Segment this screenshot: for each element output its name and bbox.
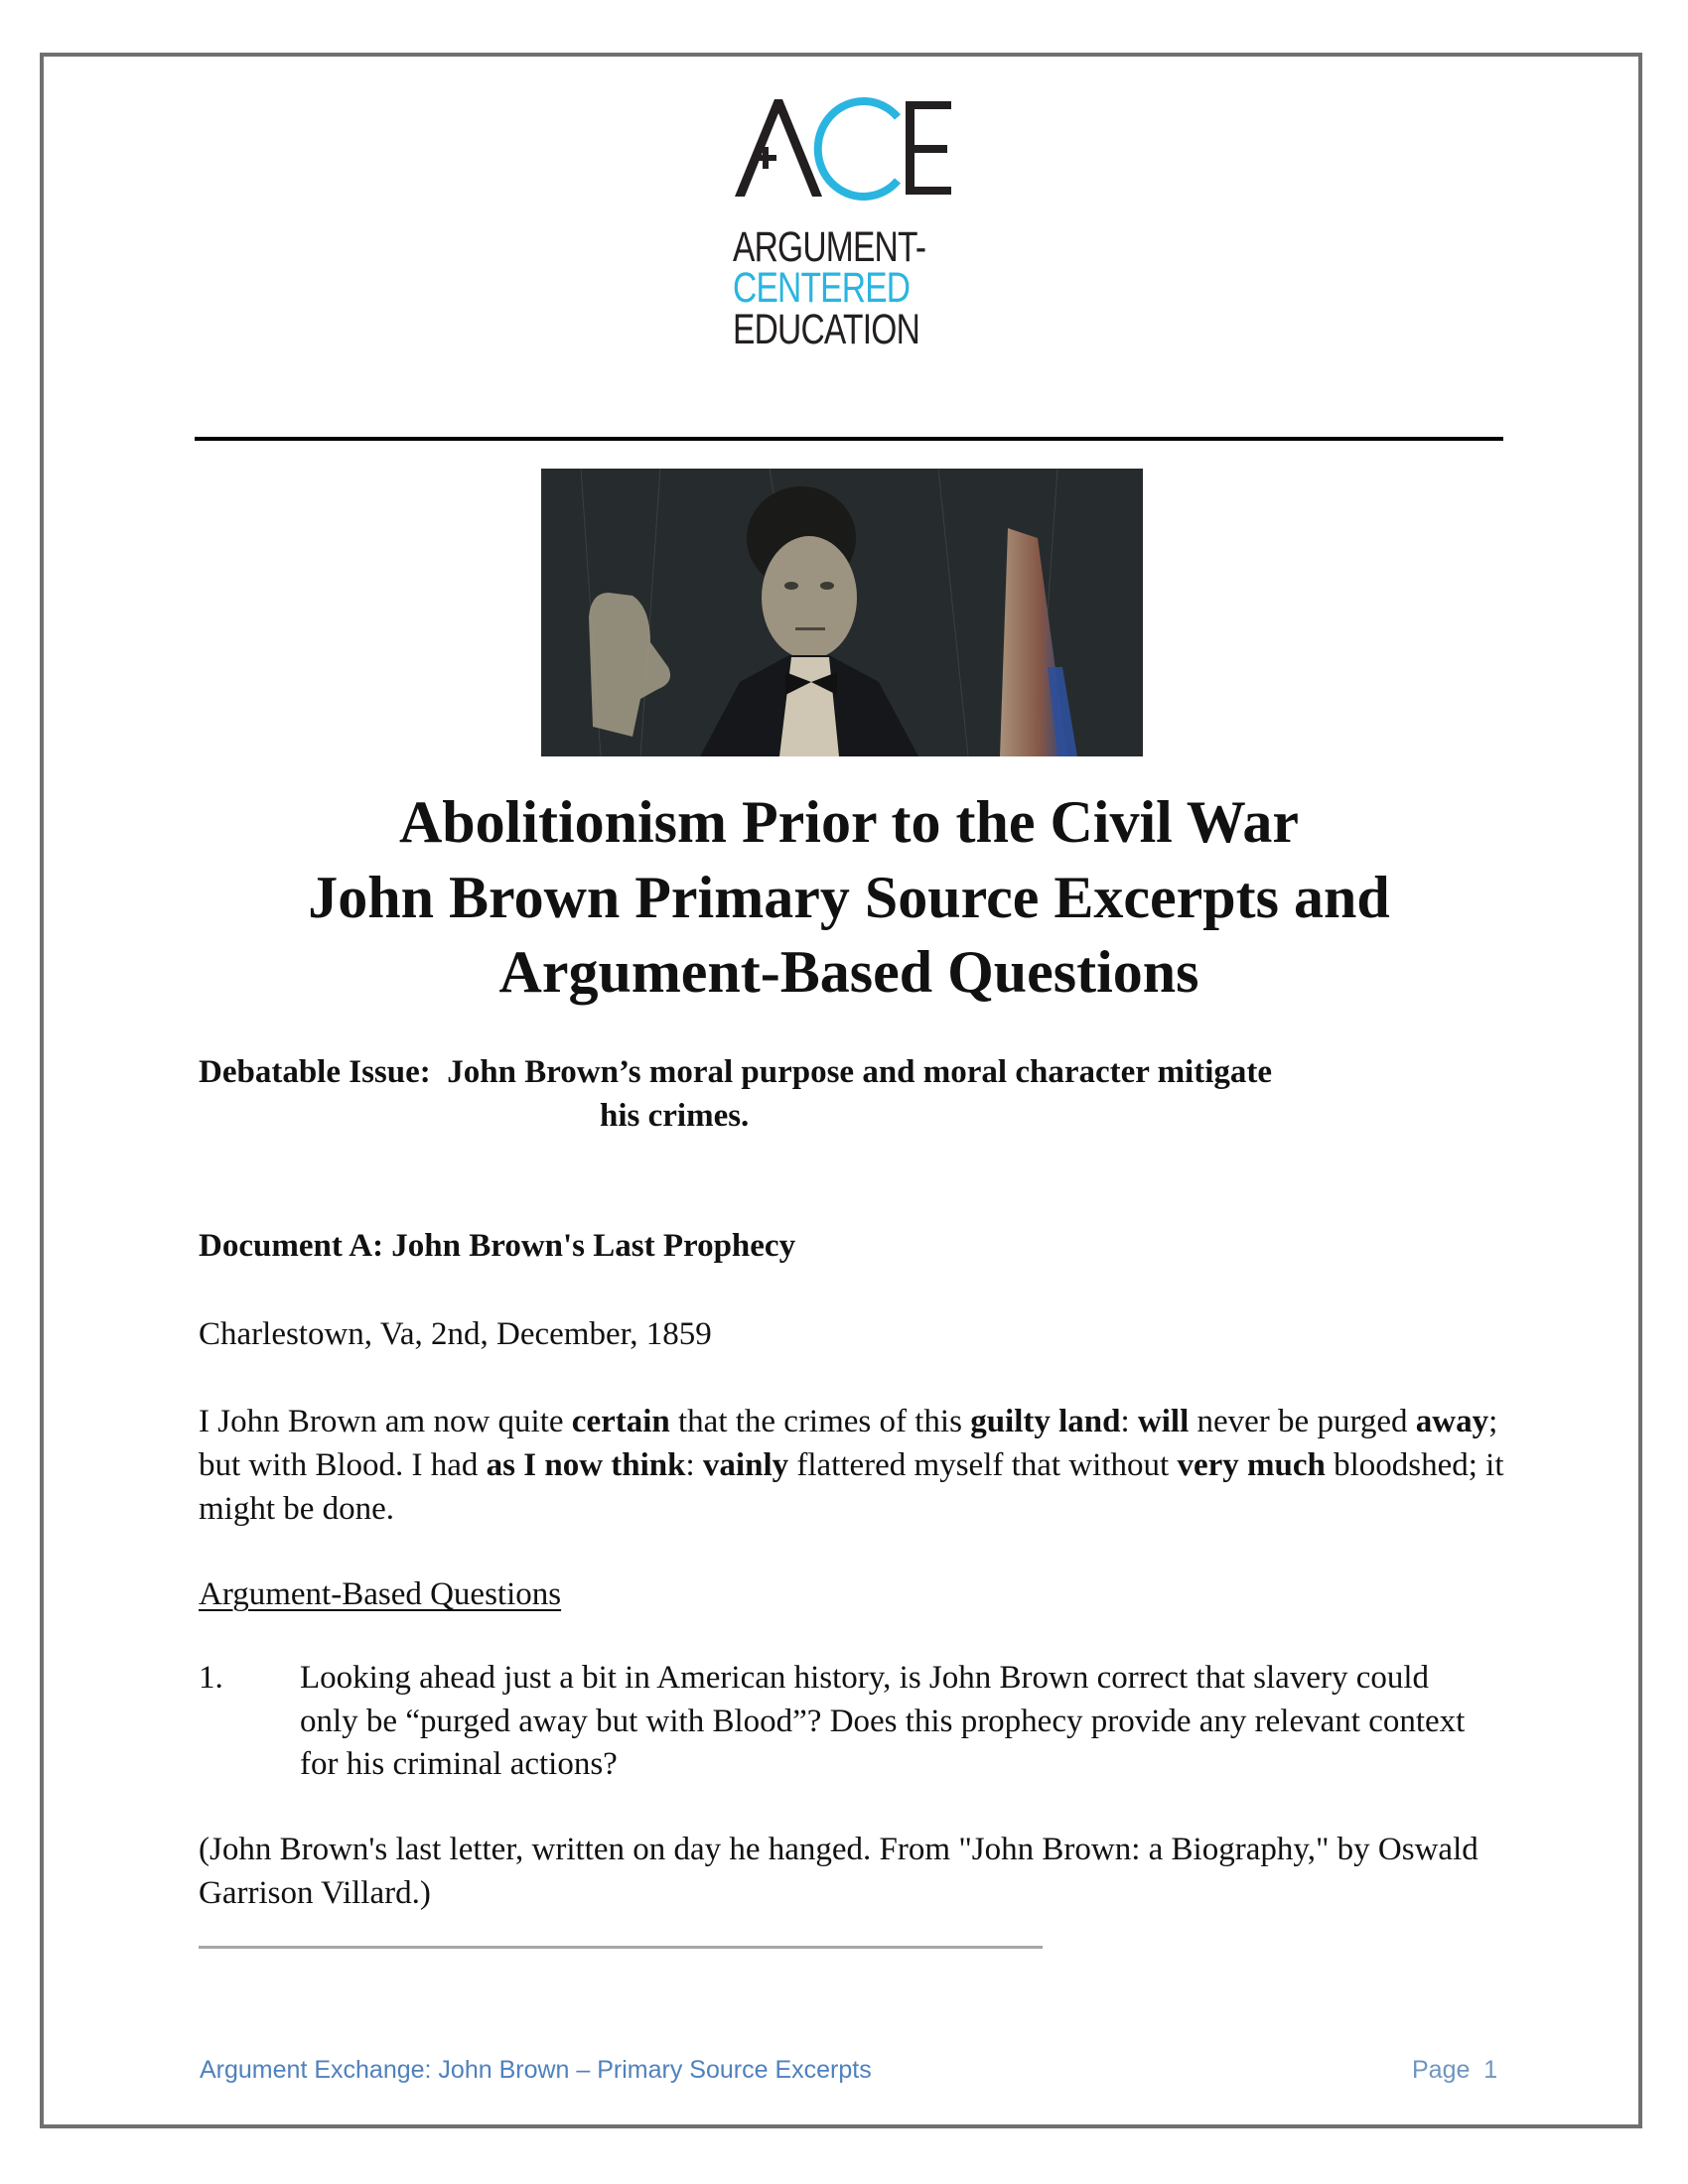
logo-line-argument: ARGUMENT- [733, 223, 926, 271]
excerpt-text: flattered myself that without [788, 1447, 1178, 1483]
portrait-image-icon [541, 469, 1143, 756]
issue-text-line-1: John Brown’s moral purpose and moral character mitigate [447, 1054, 1273, 1090]
title-line-3: Argument-Based Questions [498, 939, 1199, 1005]
title-line-2: John Brown Primary Source Excerpts and [308, 864, 1390, 930]
issue-text-line-2: his crimes. [600, 1098, 750, 1134]
page-title [195, 785, 1503, 1011]
john-brown-portrait [541, 469, 1143, 756]
excerpt-text: bloodshed; it might be done. [199, 1447, 1504, 1527]
excerpt-text: never be purged [1189, 1404, 1416, 1439]
document-dateline: Charlestown, Va, 2nd, December, 1859 [199, 1316, 712, 1352]
ace-logo [725, 95, 963, 363]
excerpt-text: I John Brown am now quite [199, 1404, 572, 1439]
excerpt-text: ; but with Blood. I had [199, 1404, 1498, 1483]
header-divider [195, 437, 1503, 441]
document-heading: Document A: John Brown's Last Prophecy [199, 1228, 796, 1264]
issue-label: Debatable Issue: [199, 1054, 431, 1090]
ace-logo-mark-icon [731, 95, 959, 201]
title-line-1: Abolitionism Prior to the Civil War [398, 789, 1300, 855]
page-number: Page 1 [1412, 2056, 1498, 2084]
document-excerpt [199, 1400, 1509, 1531]
logo-line-education: EDUCATION [733, 306, 920, 353]
emphasized-text: certain [571, 1404, 670, 1439]
emphasized-text: as I now think [486, 1447, 686, 1483]
emphasized-text: will [1137, 1404, 1190, 1439]
debatable-issue [199, 1050, 1509, 1138]
questions-heading: Argument-Based Questions [199, 1576, 562, 1612]
excerpt-text: that the crimes of this [669, 1404, 971, 1439]
emphasized-text: away [1415, 1404, 1489, 1439]
question-number: 1. [199, 1660, 223, 1696]
source-citation: (John Brown's last letter, written on day he hanged. From "John Brown: a Biography," by Oswald Garrison Villard.) [199, 1832, 1478, 1911]
emphasized-text: guilty land [970, 1404, 1121, 1439]
footer-title: Argument Exchange: John Brown – Primary Source Excerpts [200, 2056, 872, 2084]
logo-line-centered: CENTERED [733, 264, 911, 312]
excerpt-text: : [685, 1447, 703, 1483]
emphasized-text: vainly [702, 1447, 789, 1483]
emphasized-text: very much [1177, 1447, 1326, 1483]
excerpt-text: : [1120, 1404, 1138, 1439]
footnote-divider [199, 1946, 1043, 1949]
question-text: Looking ahead just a bit in American history, is John Brown correct that slavery could only be “purged away but with Blood”? Does this prophecy provide any relevant context for his criminal actions? [300, 1660, 1466, 1782]
